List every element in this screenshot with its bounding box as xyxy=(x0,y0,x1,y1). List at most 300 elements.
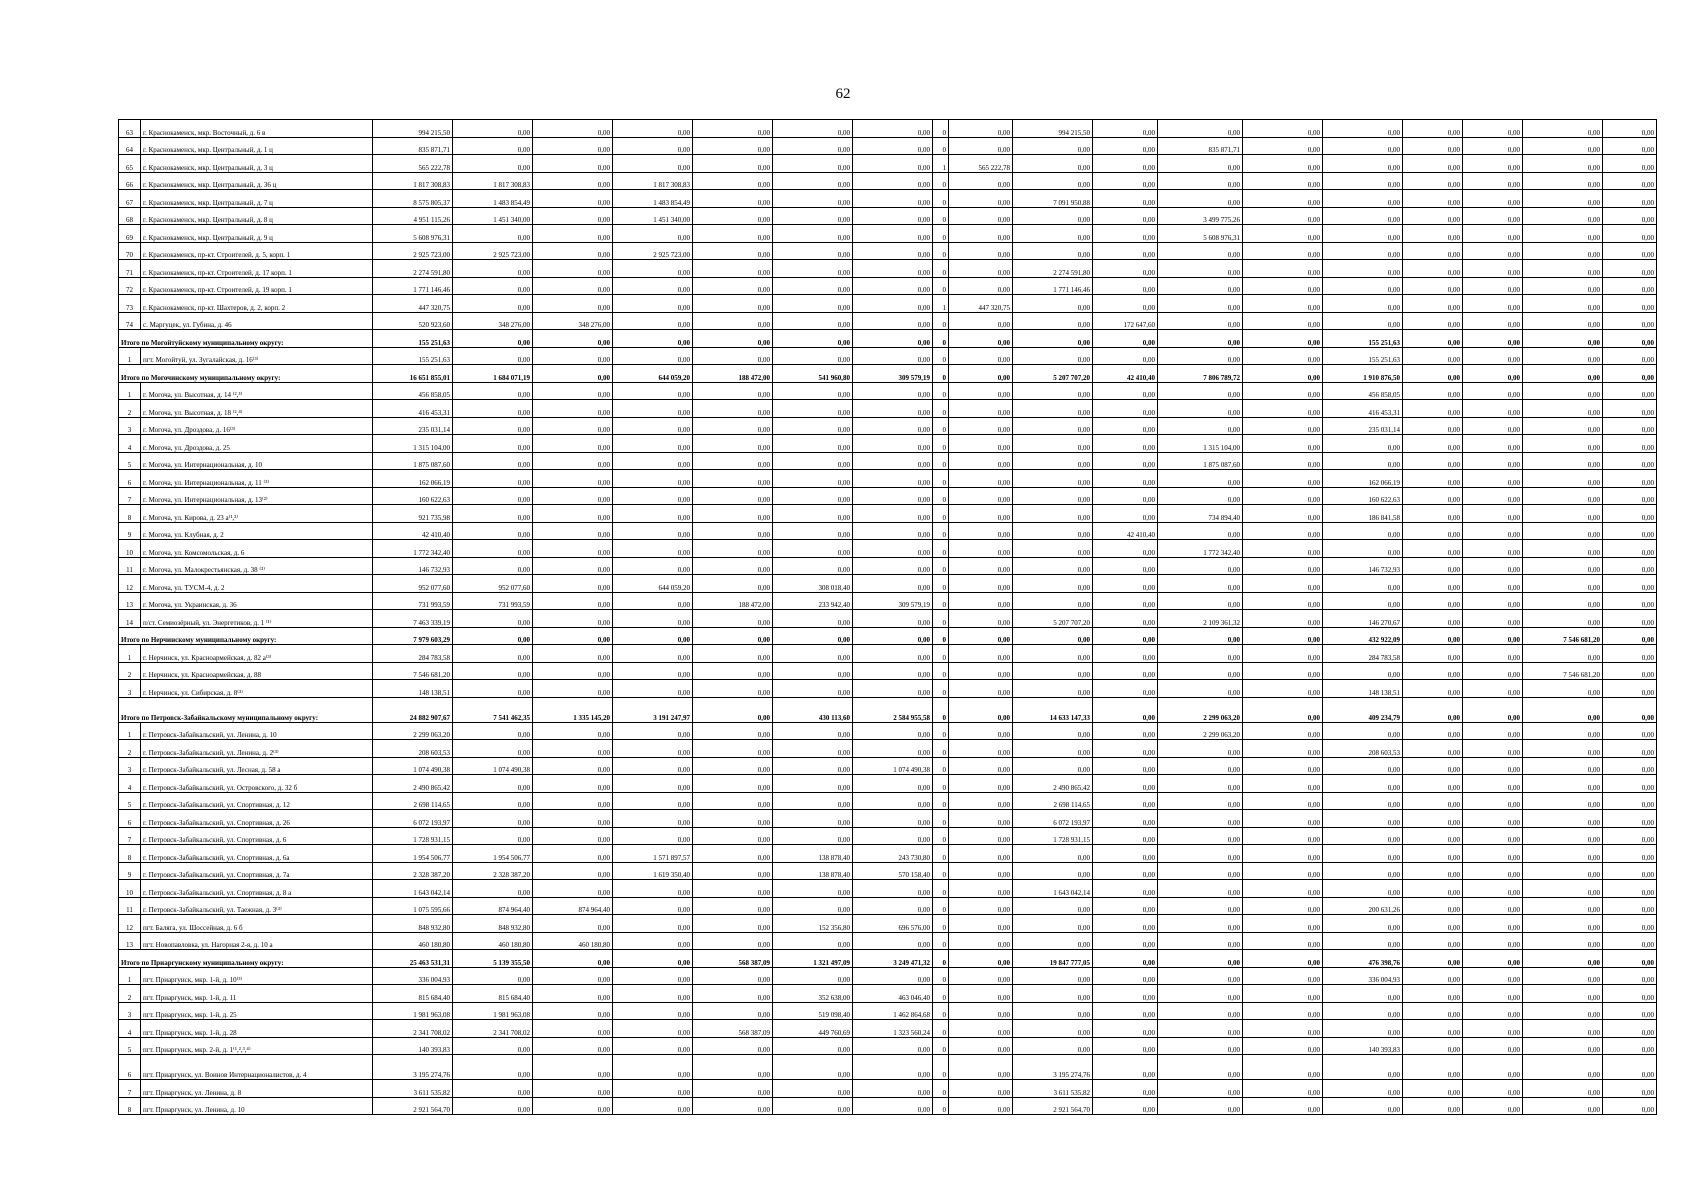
amount-cell: 0,00 xyxy=(1243,400,1323,418)
table-row xyxy=(119,1055,1657,1080)
amount-cell: 0,00 xyxy=(533,985,613,1003)
amount-cell: 0,00 xyxy=(1523,1020,1603,1038)
flag-cell: 0 xyxy=(933,260,949,278)
amount-cell: 0,00 xyxy=(1603,452,1657,470)
amount-cell: 0,00 xyxy=(949,365,1013,383)
amount-cell: 0,00 xyxy=(949,1097,1013,1115)
amount-cell: 0,00 xyxy=(949,347,1013,365)
amount-cell: 0,00 xyxy=(1603,260,1657,278)
amount-cell: 0,00 xyxy=(1093,330,1158,348)
amount-cell: 155 251,63 xyxy=(373,330,453,348)
amount-cell: 1 483 854,49 xyxy=(613,190,693,208)
amount-cell: 0,00 xyxy=(533,862,613,880)
amount-cell: 0,00 xyxy=(1403,897,1463,915)
amount-cell: 0,00 xyxy=(949,225,1013,243)
amount-cell: 0,00 xyxy=(693,1097,773,1115)
amount-cell: 0,00 xyxy=(1013,312,1093,330)
amount-cell: 0,00 xyxy=(1323,120,1403,138)
amount-cell: 308 018,40 xyxy=(773,575,853,593)
amount-cell: 0,00 xyxy=(613,400,693,418)
amount-cell: 0,00 xyxy=(1523,827,1603,845)
amount-cell: 0,00 xyxy=(1158,1055,1243,1080)
address-cell: пгт. Могойтуй, ул. Зугалайская, д. 16⁽³⁾ xyxy=(141,347,373,365)
amount-cell: 0,00 xyxy=(853,400,933,418)
amount-cell: 0,00 xyxy=(949,880,1013,898)
amount-cell: 0,00 xyxy=(533,592,613,610)
row-number: 6 xyxy=(119,470,141,488)
amount-cell: 42 410,40 xyxy=(1093,522,1158,540)
amount-cell: 0,00 xyxy=(1243,1020,1323,1038)
amount-cell: 1 074 490,38 xyxy=(853,757,933,775)
amount-cell: 0,00 xyxy=(1093,662,1158,680)
amount-cell: 0,00 xyxy=(1323,295,1403,313)
row-number: 8 xyxy=(119,505,141,523)
amount-cell: 0,00 xyxy=(453,792,533,810)
amount-cell: 0,00 xyxy=(949,897,1013,915)
amount-cell: 0,00 xyxy=(853,1097,933,1115)
amount-cell: 0,00 xyxy=(1603,915,1657,933)
table-row xyxy=(119,645,1657,663)
amount-cell: 0,00 xyxy=(1603,155,1657,173)
amount-cell: 0,00 xyxy=(1243,932,1323,950)
amount-cell: 0,00 xyxy=(1523,382,1603,400)
amount-cell: 0,00 xyxy=(853,540,933,558)
amount-cell: 0,00 xyxy=(533,452,613,470)
amount-cell: 0,00 xyxy=(1603,845,1657,863)
amount-cell: 0,00 xyxy=(1523,260,1603,278)
amount-cell: 146 732,93 xyxy=(373,557,453,575)
amount-cell: 0,00 xyxy=(1463,505,1523,523)
amount-cell: 0,00 xyxy=(1403,662,1463,680)
amount-cell: 0,00 xyxy=(949,470,1013,488)
amount-cell: 0,00 xyxy=(1403,540,1463,558)
row-number: 65 xyxy=(119,155,141,173)
amount-cell: 0,00 xyxy=(1463,757,1523,775)
amount-cell: 0,00 xyxy=(613,1037,693,1055)
amount-cell: 0,00 xyxy=(693,1055,773,1080)
amount-cell: 0,00 xyxy=(853,207,933,225)
amount-cell: 0,00 xyxy=(1093,1097,1158,1115)
amount-cell: 0,00 xyxy=(1463,662,1523,680)
amount-cell: 0,00 xyxy=(1523,967,1603,985)
amount-cell: 0,00 xyxy=(949,260,1013,278)
amount-cell: 1 875 087,60 xyxy=(1158,452,1243,470)
amount-cell: 0,00 xyxy=(1603,365,1657,383)
amount-cell: 0,00 xyxy=(533,645,613,663)
amount-cell: 0,00 xyxy=(1523,452,1603,470)
row-number: 1 xyxy=(119,722,141,740)
amount-cell: 0,00 xyxy=(1463,862,1523,880)
amount-cell: 0,00 xyxy=(1243,295,1323,313)
amount-cell: 0,00 xyxy=(949,417,1013,435)
amount-cell: 0,00 xyxy=(693,347,773,365)
amount-cell: 0,00 xyxy=(1463,645,1523,663)
amount-cell: 19 847 777,05 xyxy=(1013,950,1093,968)
amount-cell: 447 320,75 xyxy=(373,295,453,313)
amount-cell: 0,00 xyxy=(453,435,533,453)
amount-cell: 0,00 xyxy=(1403,845,1463,863)
table-row xyxy=(119,775,1657,793)
amount-cell: 541 960,80 xyxy=(773,365,853,383)
amount-cell: 0,00 xyxy=(1523,592,1603,610)
amount-cell: 0,00 xyxy=(1243,950,1323,968)
amount-cell: 208 603,53 xyxy=(1323,740,1403,758)
amount-cell: 0,00 xyxy=(1243,827,1323,845)
amount-cell: 0,00 xyxy=(1603,242,1657,260)
row-number: 4 xyxy=(119,1020,141,1038)
amount-cell: 0,00 xyxy=(1158,680,1243,698)
amount-cell: 0,00 xyxy=(1243,260,1323,278)
subtotal-label: Итого по Нерчинскому муниципальному округу: xyxy=(119,627,373,645)
amount-cell: 0,00 xyxy=(1158,330,1243,348)
address-cell: пгт. Приаргунск, ул. Ленина, д. 8 xyxy=(141,1080,373,1098)
amount-cell: 0,00 xyxy=(1243,592,1323,610)
amount-cell: 1 981 963,08 xyxy=(453,1002,533,1020)
amount-cell: 0,00 xyxy=(1093,862,1158,880)
amount-cell: 0,00 xyxy=(613,645,693,663)
amount-cell: 0,00 xyxy=(1323,1080,1403,1098)
row-number: 7 xyxy=(119,827,141,845)
amount-cell: 0,00 xyxy=(1093,985,1158,1003)
flag-cell: 0 xyxy=(933,137,949,155)
amount-cell: 0,00 xyxy=(1158,662,1243,680)
amount-cell: 0,00 xyxy=(1093,400,1158,418)
amount-cell: 0,00 xyxy=(1403,722,1463,740)
amount-cell: 0,00 xyxy=(1523,740,1603,758)
amount-cell: 1 451 340,00 xyxy=(453,207,533,225)
flag-cell: 0 xyxy=(933,627,949,645)
amount-cell: 0,00 xyxy=(1243,365,1323,383)
amount-cell: 0,00 xyxy=(1523,435,1603,453)
amount-cell: 0,00 xyxy=(1463,347,1523,365)
amount-cell: 0,00 xyxy=(1243,985,1323,1003)
amount-cell: 0,00 xyxy=(1463,897,1523,915)
amount-cell: 3 191 247,97 xyxy=(613,697,693,722)
amount-cell: 0,00 xyxy=(1403,347,1463,365)
amount-cell: 848 932,80 xyxy=(453,915,533,933)
amount-cell: 0,00 xyxy=(1323,172,1403,190)
amount-cell: 0,00 xyxy=(1323,522,1403,540)
amount-cell: 0,00 xyxy=(1013,470,1093,488)
amount-cell: 463 046,40 xyxy=(853,985,933,1003)
amount-cell: 0,00 xyxy=(853,347,933,365)
amount-cell: 2 925 723,00 xyxy=(373,242,453,260)
flag-cell: 0 xyxy=(933,277,949,295)
amount-cell: 0,00 xyxy=(453,540,533,558)
amount-cell: 0,00 xyxy=(453,277,533,295)
flag-cell: 0 xyxy=(933,1037,949,1055)
amount-cell: 2 925 723,00 xyxy=(453,242,533,260)
amount-cell: 449 760,69 xyxy=(773,1020,853,1038)
amount-cell: 0,00 xyxy=(1323,722,1403,740)
amount-cell: 0,00 xyxy=(773,207,853,225)
amount-cell: 0,00 xyxy=(949,950,1013,968)
amount-cell: 0,00 xyxy=(1093,417,1158,435)
amount-cell: 0,00 xyxy=(533,775,613,793)
amount-cell: 0,00 xyxy=(1243,1002,1323,1020)
amount-cell: 0,00 xyxy=(853,897,933,915)
amount-cell: 0,00 xyxy=(1323,757,1403,775)
amount-cell: 0,00 xyxy=(1603,207,1657,225)
amount-cell: 0,00 xyxy=(1093,487,1158,505)
table-row xyxy=(119,137,1657,155)
amount-cell: 1 772 342,40 xyxy=(1158,540,1243,558)
flag-cell: 0 xyxy=(933,575,949,593)
amount-cell: 0,00 xyxy=(1463,827,1523,845)
table-row xyxy=(119,470,1657,488)
amount-cell: 1 323 560,24 xyxy=(853,1020,933,1038)
amount-cell: 0,00 xyxy=(1093,627,1158,645)
amount-cell: 0,00 xyxy=(1603,967,1657,985)
amount-cell: 0,00 xyxy=(1158,775,1243,793)
table-row xyxy=(119,540,1657,558)
amount-cell: 0,00 xyxy=(1603,897,1657,915)
amount-cell: 0,00 xyxy=(1243,1037,1323,1055)
amount-cell: 0,00 xyxy=(773,260,853,278)
amount-cell: 0,00 xyxy=(1013,1037,1093,1055)
amount-cell: 0,00 xyxy=(1013,915,1093,933)
address-cell: г. Могоча, ул. Кирова, д. 23 а⁽¹,²⁾ xyxy=(141,505,373,523)
amount-cell: 0,00 xyxy=(533,610,613,628)
amount-cell: 0,00 xyxy=(1463,610,1523,628)
address-cell: г. Краснокаменск, пр-кт. Строителей, д. 19 корп. 1 xyxy=(141,277,373,295)
amount-cell: 0,00 xyxy=(1403,365,1463,383)
amount-cell: 0,00 xyxy=(1403,487,1463,505)
amount-cell: 0,00 xyxy=(1603,487,1657,505)
amount-cell: 0,00 xyxy=(453,260,533,278)
amount-cell: 0,00 xyxy=(1158,827,1243,845)
amount-cell: 0,00 xyxy=(1603,985,1657,1003)
amount-cell: 0,00 xyxy=(453,610,533,628)
table-row xyxy=(119,172,1657,190)
amount-cell: 284 783,58 xyxy=(1323,645,1403,663)
amount-cell: 416 453,31 xyxy=(1323,400,1403,418)
flag-cell: 0 xyxy=(933,452,949,470)
amount-cell: 0,00 xyxy=(1463,260,1523,278)
amount-cell: 0,00 xyxy=(1158,915,1243,933)
amount-cell: 0,00 xyxy=(1463,775,1523,793)
amount-cell: 0,00 xyxy=(773,277,853,295)
amount-cell: 0,00 xyxy=(1013,1002,1093,1020)
amount-cell: 0,00 xyxy=(533,827,613,845)
row-number: 1 xyxy=(119,347,141,365)
address-cell: г. Могоча, ул. Комсомольская, д. 6 xyxy=(141,540,373,558)
amount-cell: 2 341 708,02 xyxy=(373,1020,453,1038)
amount-cell: 952 077,60 xyxy=(453,575,533,593)
amount-cell: 0,00 xyxy=(453,522,533,540)
amount-cell: 0,00 xyxy=(1013,155,1093,173)
amount-cell: 0,00 xyxy=(949,400,1013,418)
page-number: 62 xyxy=(835,86,851,102)
amount-cell: 0,00 xyxy=(533,680,613,698)
amount-cell: 0,00 xyxy=(533,792,613,810)
amount-cell: 0,00 xyxy=(853,452,933,470)
amount-cell: 0,00 xyxy=(949,592,1013,610)
amount-cell: 0,00 xyxy=(613,897,693,915)
address-cell: г. Нерчинск, ул. Сибирская, д. 8⁽³⁾ xyxy=(141,680,373,698)
amount-cell: 0,00 xyxy=(853,610,933,628)
address-cell: г. Могоча, ул. Высотная, д. 14 ⁽²,³⁾ xyxy=(141,382,373,400)
amount-cell: 0,00 xyxy=(1463,792,1523,810)
table-row xyxy=(119,260,1657,278)
amount-cell: 0,00 xyxy=(1523,277,1603,295)
amount-cell: 0,00 xyxy=(1523,610,1603,628)
flag-cell: 0 xyxy=(933,950,949,968)
amount-cell: 0,00 xyxy=(1463,365,1523,383)
amount-cell: 0,00 xyxy=(1403,1020,1463,1038)
amount-cell: 0,00 xyxy=(693,775,773,793)
amount-cell: 0,00 xyxy=(1403,260,1463,278)
amount-cell: 0,00 xyxy=(949,242,1013,260)
amount-cell: 0,00 xyxy=(1603,1097,1657,1115)
amount-cell: 0,00 xyxy=(1243,757,1323,775)
amount-cell: 0,00 xyxy=(1403,1097,1463,1115)
amount-cell: 0,00 xyxy=(1243,645,1323,663)
flag-cell: 0 xyxy=(933,985,949,1003)
address-cell: г. Краснокаменск, пр-кт. Шахтеров, д. 2, корп. 2 xyxy=(141,295,373,313)
amount-cell: 0,00 xyxy=(773,137,853,155)
table-row xyxy=(119,915,1657,933)
amount-cell: 0,00 xyxy=(773,312,853,330)
amount-cell: 1 910 876,50 xyxy=(1323,365,1403,383)
amount-cell: 0,00 xyxy=(693,557,773,575)
address-cell: пгт. Приаргунск, мкр. 1-й, д. 11 xyxy=(141,985,373,1003)
amount-cell: 0,00 xyxy=(1158,522,1243,540)
amount-cell: 0,00 xyxy=(1158,557,1243,575)
amount-cell: 0,00 xyxy=(1093,1037,1158,1055)
amount-cell: 0,00 xyxy=(1523,575,1603,593)
table-row xyxy=(119,295,1657,313)
amount-cell: 460 180,80 xyxy=(373,932,453,950)
amount-cell: 0,00 xyxy=(613,295,693,313)
amount-cell: 0,00 xyxy=(1603,190,1657,208)
amount-cell: 0,00 xyxy=(1243,862,1323,880)
amount-cell: 0,00 xyxy=(1093,1020,1158,1038)
amount-cell: 520 923,60 xyxy=(373,312,453,330)
amount-cell: 0,00 xyxy=(533,522,613,540)
amount-cell: 0,00 xyxy=(1463,435,1523,453)
amount-cell: 0,00 xyxy=(1523,330,1603,348)
amount-cell: 0,00 xyxy=(1158,575,1243,593)
amount-cell: 0,00 xyxy=(853,775,933,793)
amount-cell: 0,00 xyxy=(533,487,613,505)
row-number: 11 xyxy=(119,557,141,575)
amount-cell: 0,00 xyxy=(1093,897,1158,915)
amount-cell: 0,00 xyxy=(1243,610,1323,628)
amount-cell: 0,00 xyxy=(613,740,693,758)
amount-cell: 0,00 xyxy=(1243,880,1323,898)
amount-cell: 138 878,40 xyxy=(773,862,853,880)
amount-cell: 994 215,50 xyxy=(373,120,453,138)
amount-cell: 0,00 xyxy=(1093,592,1158,610)
amount-cell: 0,00 xyxy=(1158,487,1243,505)
amount-cell: 0,00 xyxy=(1243,137,1323,155)
amount-cell: 0,00 xyxy=(1243,225,1323,243)
amount-cell: 0,00 xyxy=(533,155,613,173)
amount-cell: 0,00 xyxy=(693,897,773,915)
amount-cell: 0,00 xyxy=(693,915,773,933)
amount-cell: 0,00 xyxy=(1243,330,1323,348)
amount-cell: 0,00 xyxy=(453,880,533,898)
amount-cell: 0,00 xyxy=(949,680,1013,698)
amount-cell: 7 546 681,20 xyxy=(373,662,453,680)
amount-cell: 0,00 xyxy=(1013,757,1093,775)
row-number: 63 xyxy=(119,120,141,138)
amount-cell: 0,00 xyxy=(1463,557,1523,575)
amount-cell: 0,00 xyxy=(1093,505,1158,523)
table-row xyxy=(119,207,1657,225)
amount-cell: 0,00 xyxy=(1463,487,1523,505)
amount-cell: 0,00 xyxy=(949,662,1013,680)
amount-cell: 0,00 xyxy=(1603,1055,1657,1080)
amount-cell: 0,00 xyxy=(533,172,613,190)
amount-cell: 172 647,60 xyxy=(1093,312,1158,330)
amount-cell: 0,00 xyxy=(1603,312,1657,330)
flag-cell: 0 xyxy=(933,557,949,575)
row-number: 68 xyxy=(119,207,141,225)
amount-cell: 0,00 xyxy=(949,207,1013,225)
amount-cell: 0,00 xyxy=(1243,417,1323,435)
amount-cell: 0,00 xyxy=(1603,137,1657,155)
amount-cell: 1 684 071,19 xyxy=(453,365,533,383)
flag-cell: 0 xyxy=(933,225,949,243)
address-cell: пгт. Приаргунск, ул. Ленина, д. 10 xyxy=(141,1097,373,1115)
amount-cell: 2 490 865,42 xyxy=(373,775,453,793)
amount-cell: 5 207 707,20 xyxy=(1013,610,1093,628)
table-row xyxy=(119,880,1657,898)
amount-cell: 0,00 xyxy=(613,540,693,558)
amount-cell: 0,00 xyxy=(1403,557,1463,575)
flag-cell: 0 xyxy=(933,845,949,863)
row-number: 7 xyxy=(119,487,141,505)
amount-cell: 0,00 xyxy=(1523,557,1603,575)
amount-cell: 0,00 xyxy=(1093,1055,1158,1080)
amount-cell: 0,00 xyxy=(453,120,533,138)
amount-cell: 0,00 xyxy=(1158,417,1243,435)
amount-cell: 0,00 xyxy=(1603,330,1657,348)
amount-cell: 3 195 274,76 xyxy=(373,1055,453,1080)
amount-cell: 0,00 xyxy=(773,1080,853,1098)
amount-cell: 0,00 xyxy=(1403,382,1463,400)
amount-cell: 0,00 xyxy=(1243,120,1323,138)
amount-cell: 0,00 xyxy=(1093,845,1158,863)
amount-cell: 0,00 xyxy=(1158,172,1243,190)
amount-cell: 0,00 xyxy=(1603,627,1657,645)
amount-cell: 0,00 xyxy=(1093,610,1158,628)
amount-cell: 309 579,19 xyxy=(853,365,933,383)
amount-cell: 835 871,71 xyxy=(373,137,453,155)
amount-cell: 0,00 xyxy=(1463,950,1523,968)
flag-cell: 0 xyxy=(933,505,949,523)
flag-cell: 0 xyxy=(933,792,949,810)
row-number: 12 xyxy=(119,575,141,593)
amount-cell: 0,00 xyxy=(1403,137,1463,155)
amount-cell: 0,00 xyxy=(1603,592,1657,610)
amount-cell: 0,00 xyxy=(613,810,693,828)
amount-cell: 0,00 xyxy=(1603,172,1657,190)
amount-cell: 0,00 xyxy=(1463,312,1523,330)
amount-cell: 0,00 xyxy=(693,382,773,400)
amount-cell: 0,00 xyxy=(613,260,693,278)
amount-cell: 0,00 xyxy=(1463,1055,1523,1080)
amount-cell: 0,00 xyxy=(1603,400,1657,418)
amount-cell: 140 393,83 xyxy=(1323,1037,1403,1055)
amount-cell: 0,00 xyxy=(949,862,1013,880)
amount-cell: 0,00 xyxy=(1093,242,1158,260)
row-number: 2 xyxy=(119,400,141,418)
amount-cell: 0,00 xyxy=(453,330,533,348)
flag-cell: 0 xyxy=(933,610,949,628)
